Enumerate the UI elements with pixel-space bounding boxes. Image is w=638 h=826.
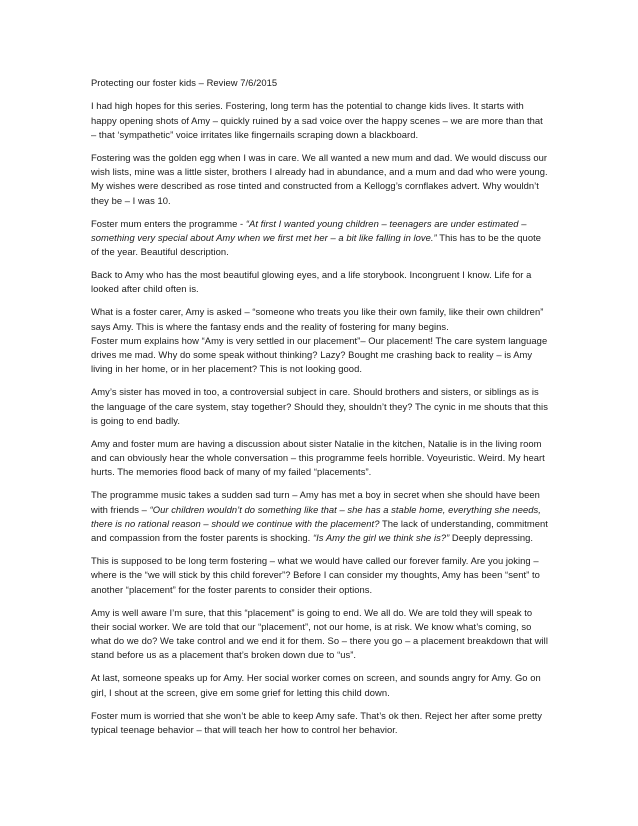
paragraph-foster-mum-enters bbox=[91, 217, 550, 260]
paragraph-foster-mum-worried: Foster mum is worried that she won’t be able to keep Amy safe. That’s ok then. Reject her after some pretty typical teenage behavior – that will teach her how to control her behavior. bbox=[91, 709, 543, 735]
quote-text: “Our children wouldn’t do something like that – she has a stable home, everything she needs, there is no rational reason – should we continue with the placement? bbox=[91, 503, 541, 529]
paragraph-kitchen-discussion: Amy and foster mum are having a discussion about sister Natalie in the kitchen, Natalie is in the living room and can obviously hear the whole conversation – this programme feels horrible. Voyeuristic. Weird. My heart hurts. The memories flood back of many of my failed “placements”. bbox=[91, 437, 545, 478]
paragraph-long-term-fostering: This is supposed to be long term fostering – what we would have called our forever family. Are you joking – where is the “we will stick by this child forever”? Before I can consider my thoughts, Amy has been “sent” to another “placement” for the foster parents to consider their options. bbox=[91, 555, 540, 595]
paragraph-text: The programme music takes a sudden sad turn – Amy has met a boy in secret when she should have been with friends – bbox=[91, 489, 540, 515]
paragraph-social-worker: At last, someone speaks up for Amy. Her social worker comes on screen, and sounds angry for Amy. Go on girl, I shout at the screen, give em some grief for letting this child down. bbox=[91, 672, 541, 698]
document-page bbox=[91, 76, 550, 746]
paragraph-sister-moved-in: Amy’s sister has moved in too, a controversial subject in care. Should brothers and sisters, or siblings as is the language of the care system, stay together? Should they, shouldn’t they? The cynic in me shouts that this is going to end badly. bbox=[91, 386, 548, 426]
paragraph-text: Foster mum enters the programme - bbox=[91, 217, 246, 229]
paragraph-text: This has to be the quote of the year. Beautiful description. bbox=[91, 231, 542, 258]
paragraph-golden-egg: Fostering was the golden egg when I was in care. We all wanted a new mum and dad. We would discuss our wish lists, mine was a little sister, brothers I already had in abundance, and a mum and dad who were young. My wishes were described as rose tinted and constructed from a Kellogg’s cornflakes advert. Why wouldn’t they be – I was 10. bbox=[91, 151, 548, 206]
paragraph-text: Deeply depressing. bbox=[449, 532, 534, 544]
paragraph-programme-music bbox=[91, 488, 550, 545]
paragraph-text: The lack of understanding, commitment and compassion from the foster parents is shocking. bbox=[91, 517, 548, 544]
paragraph-what-is-foster-carer: What is a foster carer, Amy is asked – “someone who treats you like their own family, like their own children” says Amy. This is where the fantasy ends and the reality of fostering for many begins. bbox=[91, 306, 544, 332]
paragraph-our-placement: Foster mum explains how “Amy is very settled in our placement”– Our placement! The care system language drives me mad. Why do some speak without thinking? Lazy? Bought me crashing back to reality – is Amy living in her home, or in her placement? This is not looking good. bbox=[91, 334, 548, 375]
quote-text: “Is Amy the girl we think she is?” bbox=[312, 532, 450, 544]
paragraph-placement-going-to-end: Amy is well aware I’m sure, that this “placement” is going to end. We all do. We are told they will speak to their social worker. We are told that our “placement”, not our home, is at risk. We know what’s coming, so what do we do? We take control and we end it for them. So – there you go – a placement breakdown that will stand before us as a placement that’s broken down due to “us”. bbox=[91, 606, 548, 661]
quote-text: “At first I wanted young children – teenagers are under estimated – something very special about Amy when we first met her – a bit like falling in love.” bbox=[91, 217, 527, 243]
paragraph-back-to-amy: Back to Amy who has the most beautiful glowing eyes, and a life storybook. Incongruent I know. Life for a looked after child often is. bbox=[91, 269, 532, 295]
document-title: Protecting our foster kids – Review 7/6/2015 bbox=[91, 77, 278, 88]
paragraph-high-hopes: I had high hopes for this series. Fostering, long term has the potential to change kids lives. It starts with happy opening shots of Amy – quickly ruined by a sad voice over the happy scenes – we are more than that – that ‘sympathetic” voice irritates like fingernails scraping down a blackboard. bbox=[91, 100, 543, 140]
